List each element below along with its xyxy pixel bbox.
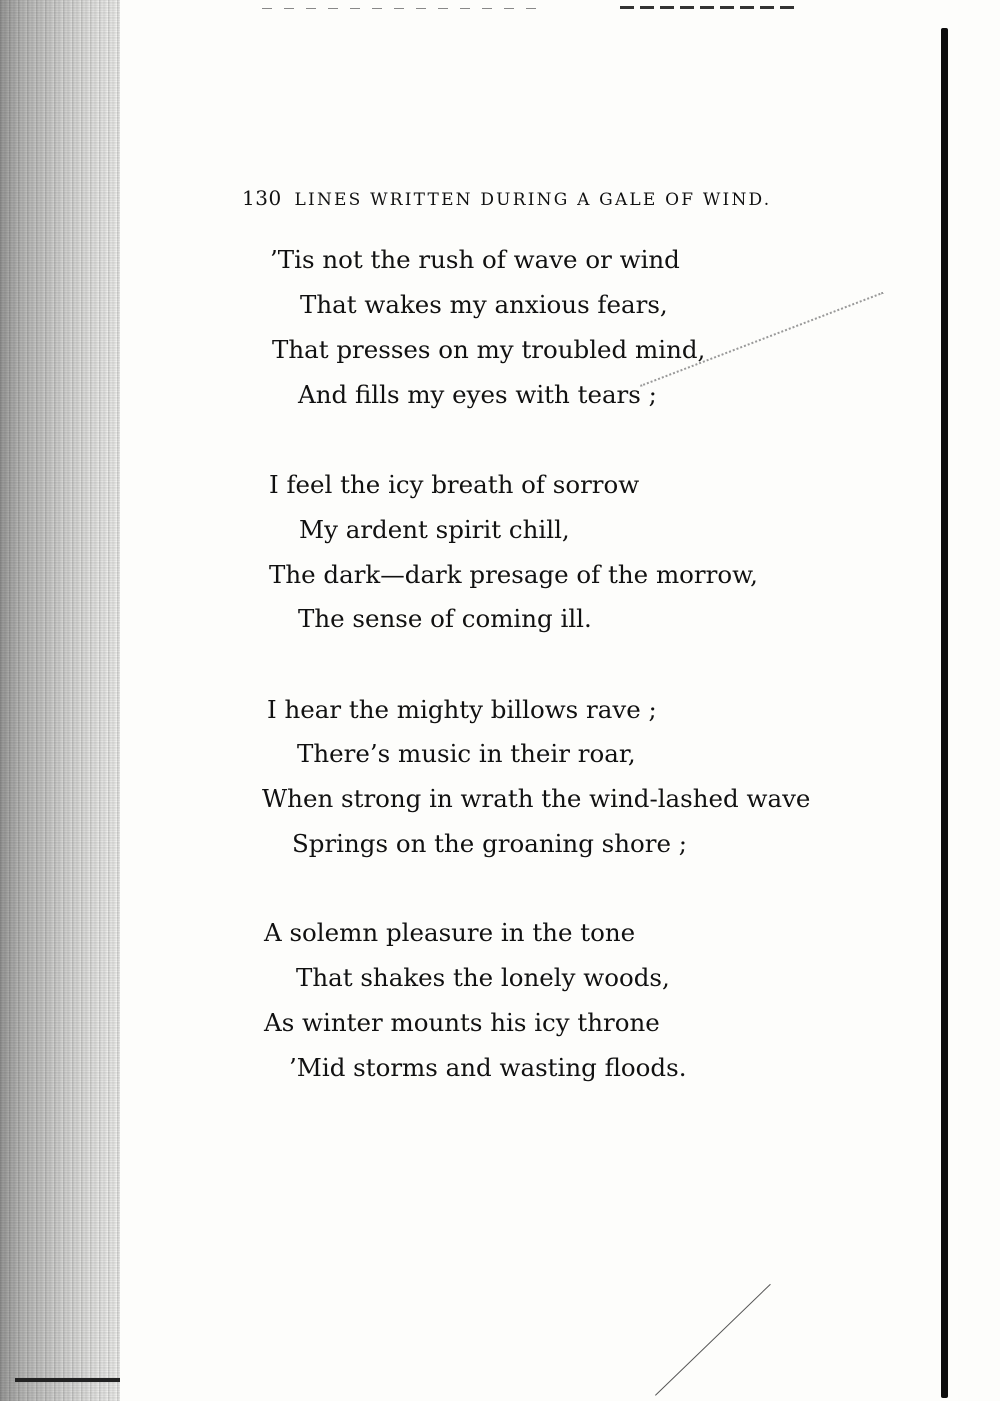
- scan-stray-line: [655, 1284, 771, 1396]
- poem-line: ’Mid storms and wasting floods.: [289, 1053, 687, 1082]
- poem-line: My ardent spirit chill,: [299, 515, 570, 544]
- poem-line: Springs on the groaning shore ;: [292, 829, 688, 858]
- poem-line: The sense of coming ill.: [298, 604, 592, 633]
- poem-line: As winter mounts his icy throne: [264, 1008, 660, 1037]
- poem-line: That shakes the lonely woods,: [296, 963, 670, 992]
- page-number: 130: [242, 186, 282, 210]
- poem-line: That presses on my troubled mind,: [272, 335, 706, 364]
- poem-line: I hear the mighty billows rave ;: [267, 695, 657, 724]
- poem-line: When strong in wrath the wind-lashed wave: [262, 784, 811, 813]
- page-edge-line: [941, 28, 948, 1398]
- top-scan-marks: [620, 6, 795, 9]
- gutter-edge-mark: [15, 1378, 120, 1382]
- scanned-gutter-shadow: [0, 0, 120, 1401]
- running-head: [242, 186, 862, 210]
- poem-line: A solemn pleasure in the tone: [264, 918, 636, 947]
- poem-line: ’Tis not the rush of wave or wind: [270, 245, 680, 274]
- top-scan-marks-faint: [262, 8, 542, 9]
- running-head-title: LINES WRITTEN DURING A GALE OF WIND.: [294, 190, 772, 210]
- poem-line: There’s music in their roar,: [297, 739, 636, 768]
- poem-line: The dark—dark presage of the morrow,: [269, 560, 758, 589]
- poem-line: That wakes my anxious fears,: [300, 290, 668, 319]
- poem-line: And fills my eyes with tears ;: [298, 380, 657, 409]
- poem-line: I feel the icy breath of sorrow: [269, 470, 640, 499]
